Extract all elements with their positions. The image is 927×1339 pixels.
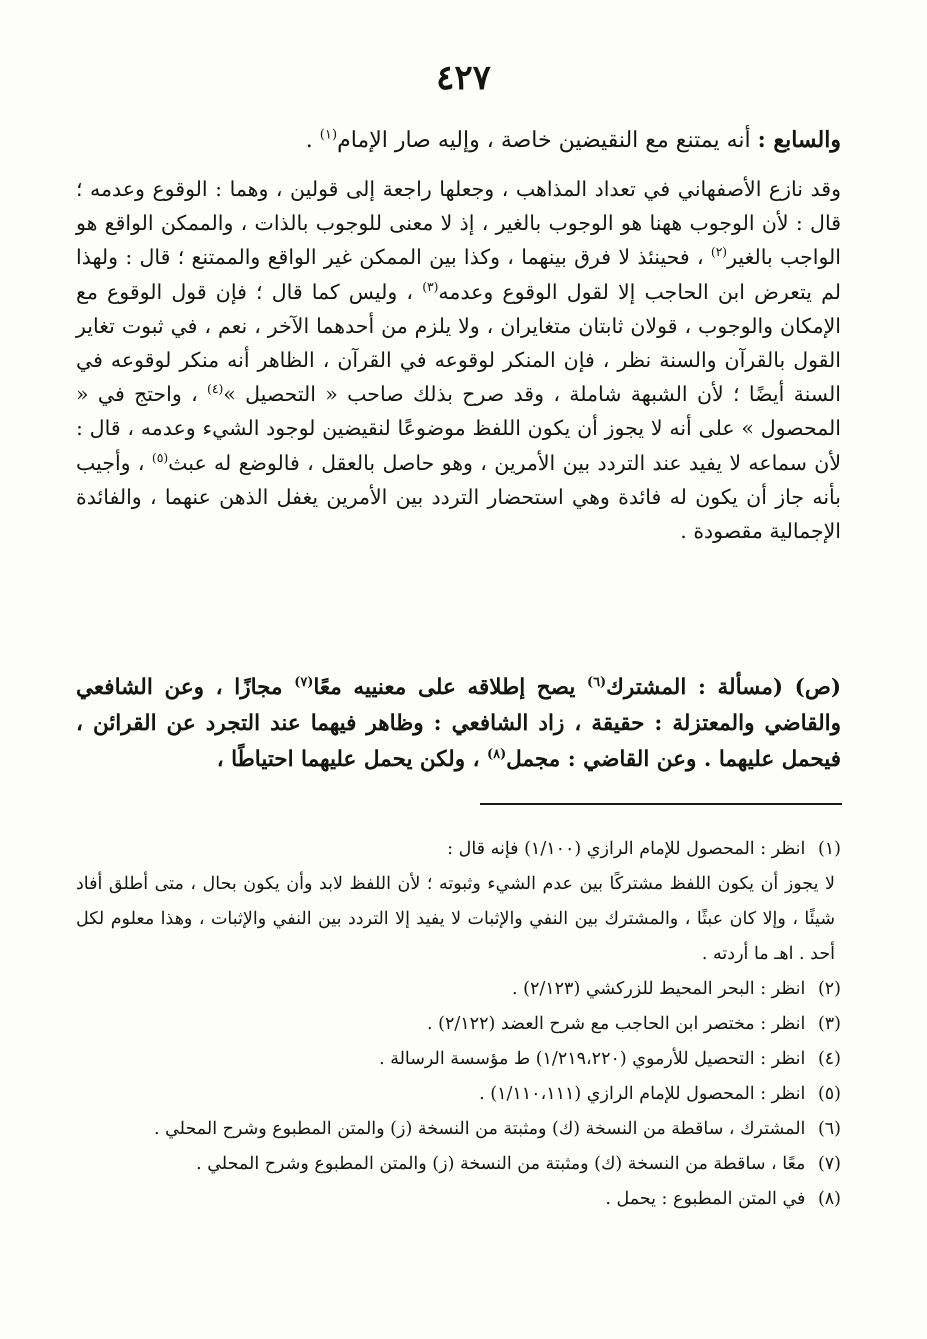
seventh-opinion-lead: والسابع : (757, 127, 841, 153)
footnote-text: المشترك ، ساقطة من النسخة (ك) ومثبتة من النسخة (ز) والمتن المطبوع وشرح المحلي . (153, 1119, 806, 1139)
footnote-number: (٣) (817, 1014, 841, 1034)
footnote-ref-8[interactable]: (٨) (487, 746, 507, 762)
footnote-number: (٥) (817, 1084, 841, 1104)
footnote-ref-4[interactable]: (٤) (207, 382, 224, 397)
footnote-number: (٦) (817, 1119, 841, 1139)
footnote-separator (480, 803, 842, 805)
footnotes (76, 832, 841, 1217)
footnote-text: في المتن المطبوع : يحمل . (605, 1189, 806, 1209)
paragraph-text: ، واحتج في « المحصول » على أنه لا يجوز أن يكون اللفظ موضوعًا لنقيضين لوجود الشيء وعدمه ، قال : لأن سماعه لا يفيد عند التردد بين الأمرين ، وهو حاصل بالعقل ، فالوضع له عبث (76, 382, 842, 475)
paragraph-text: وقد نازع الأصفهاني في تعداد المذاهب ، وجعلها راجعة إلى قولين ، وهما : الوقوع وعدمه ؛ قال : لأن الوجوب ههنا هو الوجوب بالغير ، إذ لا معنى للوجوب بالذات ، والممكن الواقع هو الواجب بالغير (76, 177, 841, 270)
masala-text: ، ولكن يحمل عليهما احتياطًا ، (216, 747, 488, 772)
paragraph-text: ، وليس كما قال ؛ فإن قول الوقوع مع الإمكان والوجوب ، قولان ثابتان متغايران ، ولا يلزم من أحدهما الآخر ، نعم ، في ثبوت تغاير القول بالقرآن والسنة نظر ، فإن المنكر لوقوعه في القرآن ، الظاهر أنه منكر لوقوعه في السنة أيضًا ؛ لأن الشبهة شاملة ، وقد صرح بذلك صاحب « التحصيل » (76, 279, 842, 407)
footnote-text: انظر : البحر المحيط للزركشي (٢/١٢٣) . (511, 979, 806, 999)
footnote-item (76, 832, 841, 867)
page-number: ٤٢٧ (436, 58, 491, 98)
footnote-number: (١) (817, 839, 841, 859)
masala-text: مجازًا ، وعن الشافعي والقاضي والمعتزلة : حقيقة ، زاد الشافعي : وظاهر فيهما عند التجرد عن القرائن ، فيحمل عليهما . وعن القاضي : مجمل (76, 675, 841, 772)
footnote-text: معًا ، ساقطة من النسخة (ك) ومثبتة من النسخة (ز) والمتن المطبوع وشرح المحلي . (196, 1154, 806, 1174)
footnote-ref-3[interactable]: (٣) (422, 279, 439, 294)
footnote-text: انظر : المحصول للإمام الرازي (١/١٠٠) فإنه قال : (447, 839, 806, 859)
footnote-number: (٧) (817, 1154, 841, 1174)
footnote-ref-7[interactable]: (٧) (294, 674, 314, 690)
masala-text: (ص) (مسألة : المشترك (606, 675, 841, 700)
footnote-item (76, 1077, 841, 1112)
footnote-ref-1[interactable]: (١) (319, 127, 338, 143)
footnote-text: انظر : مختصر ابن الحاجب مع شرح العضد (٢/١٢٢) . (427, 1014, 806, 1034)
footnote-number: (٢) (817, 979, 841, 999)
masala-text: يصح إطلاقه على معنييه معًا (313, 675, 587, 700)
footnote-item (76, 1112, 841, 1147)
footnote-item (76, 1007, 841, 1042)
footnote-item (76, 1042, 841, 1077)
paragraph-text: ، فحينئذ لا فرق بينهما ، وكذا بين الممكن غير الواقع والممتنع ؛ قال : ولهذا لم يتعرض ابن الحاجب إلا لقول الوقوع وعدمه (76, 245, 841, 304)
footnote-quote (76, 867, 841, 972)
footnote-text: انظر : المحصول للإمام الرازي (١/١١٠،١١١) . (479, 1084, 806, 1104)
seventh-opinion-text: أنه يمتنع مع النقيضين خاصة ، وإليه صار الإمام (337, 128, 758, 153)
footnote-number: (٤) (817, 1049, 841, 1069)
paragraph-text: ، وأجيب بأنه جاز أن يكون له فائدة وهي استحضار التردد بين الأمرين يغفل الذهن عنهما ، والفائدة الإجمالية مقصودة . (76, 450, 841, 544)
footnote-ref-6[interactable]: (٦) (586, 674, 607, 690)
seventh-opinion-tail: . (305, 128, 320, 153)
footnote-ref-5[interactable]: (٥) (151, 450, 169, 465)
masala-paragraph (76, 670, 841, 778)
footnote-item (76, 1182, 841, 1217)
main-paragraph (76, 172, 841, 548)
seventh-opinion-line (76, 118, 841, 163)
footnote-text: انظر : التحصيل للأرموي (١/٢١٩،٢٢٠) ط مؤسسة الرسالة . (379, 1049, 806, 1069)
footnote-number: (٨) (817, 1189, 841, 1209)
footnote-text: لا يجوز أن يكون اللفظ مشتركًا بين عدم الشيء وثبوته ؛ لأن اللفظ لابد وأن يكون بحال ، متى أطلق أفاد شيئًا ، وإلا كان عبثًا ، والمشترك بين النفي والإثبات لا يفيد إلا التردد بين النفي والإثبات ، وهذا معلوم لكل أحد . اهـ ما أردته . (76, 874, 835, 964)
footnote-item (76, 972, 841, 1007)
footnote-item (76, 1147, 841, 1182)
footnote-ref-2[interactable]: (٢) (710, 245, 728, 260)
